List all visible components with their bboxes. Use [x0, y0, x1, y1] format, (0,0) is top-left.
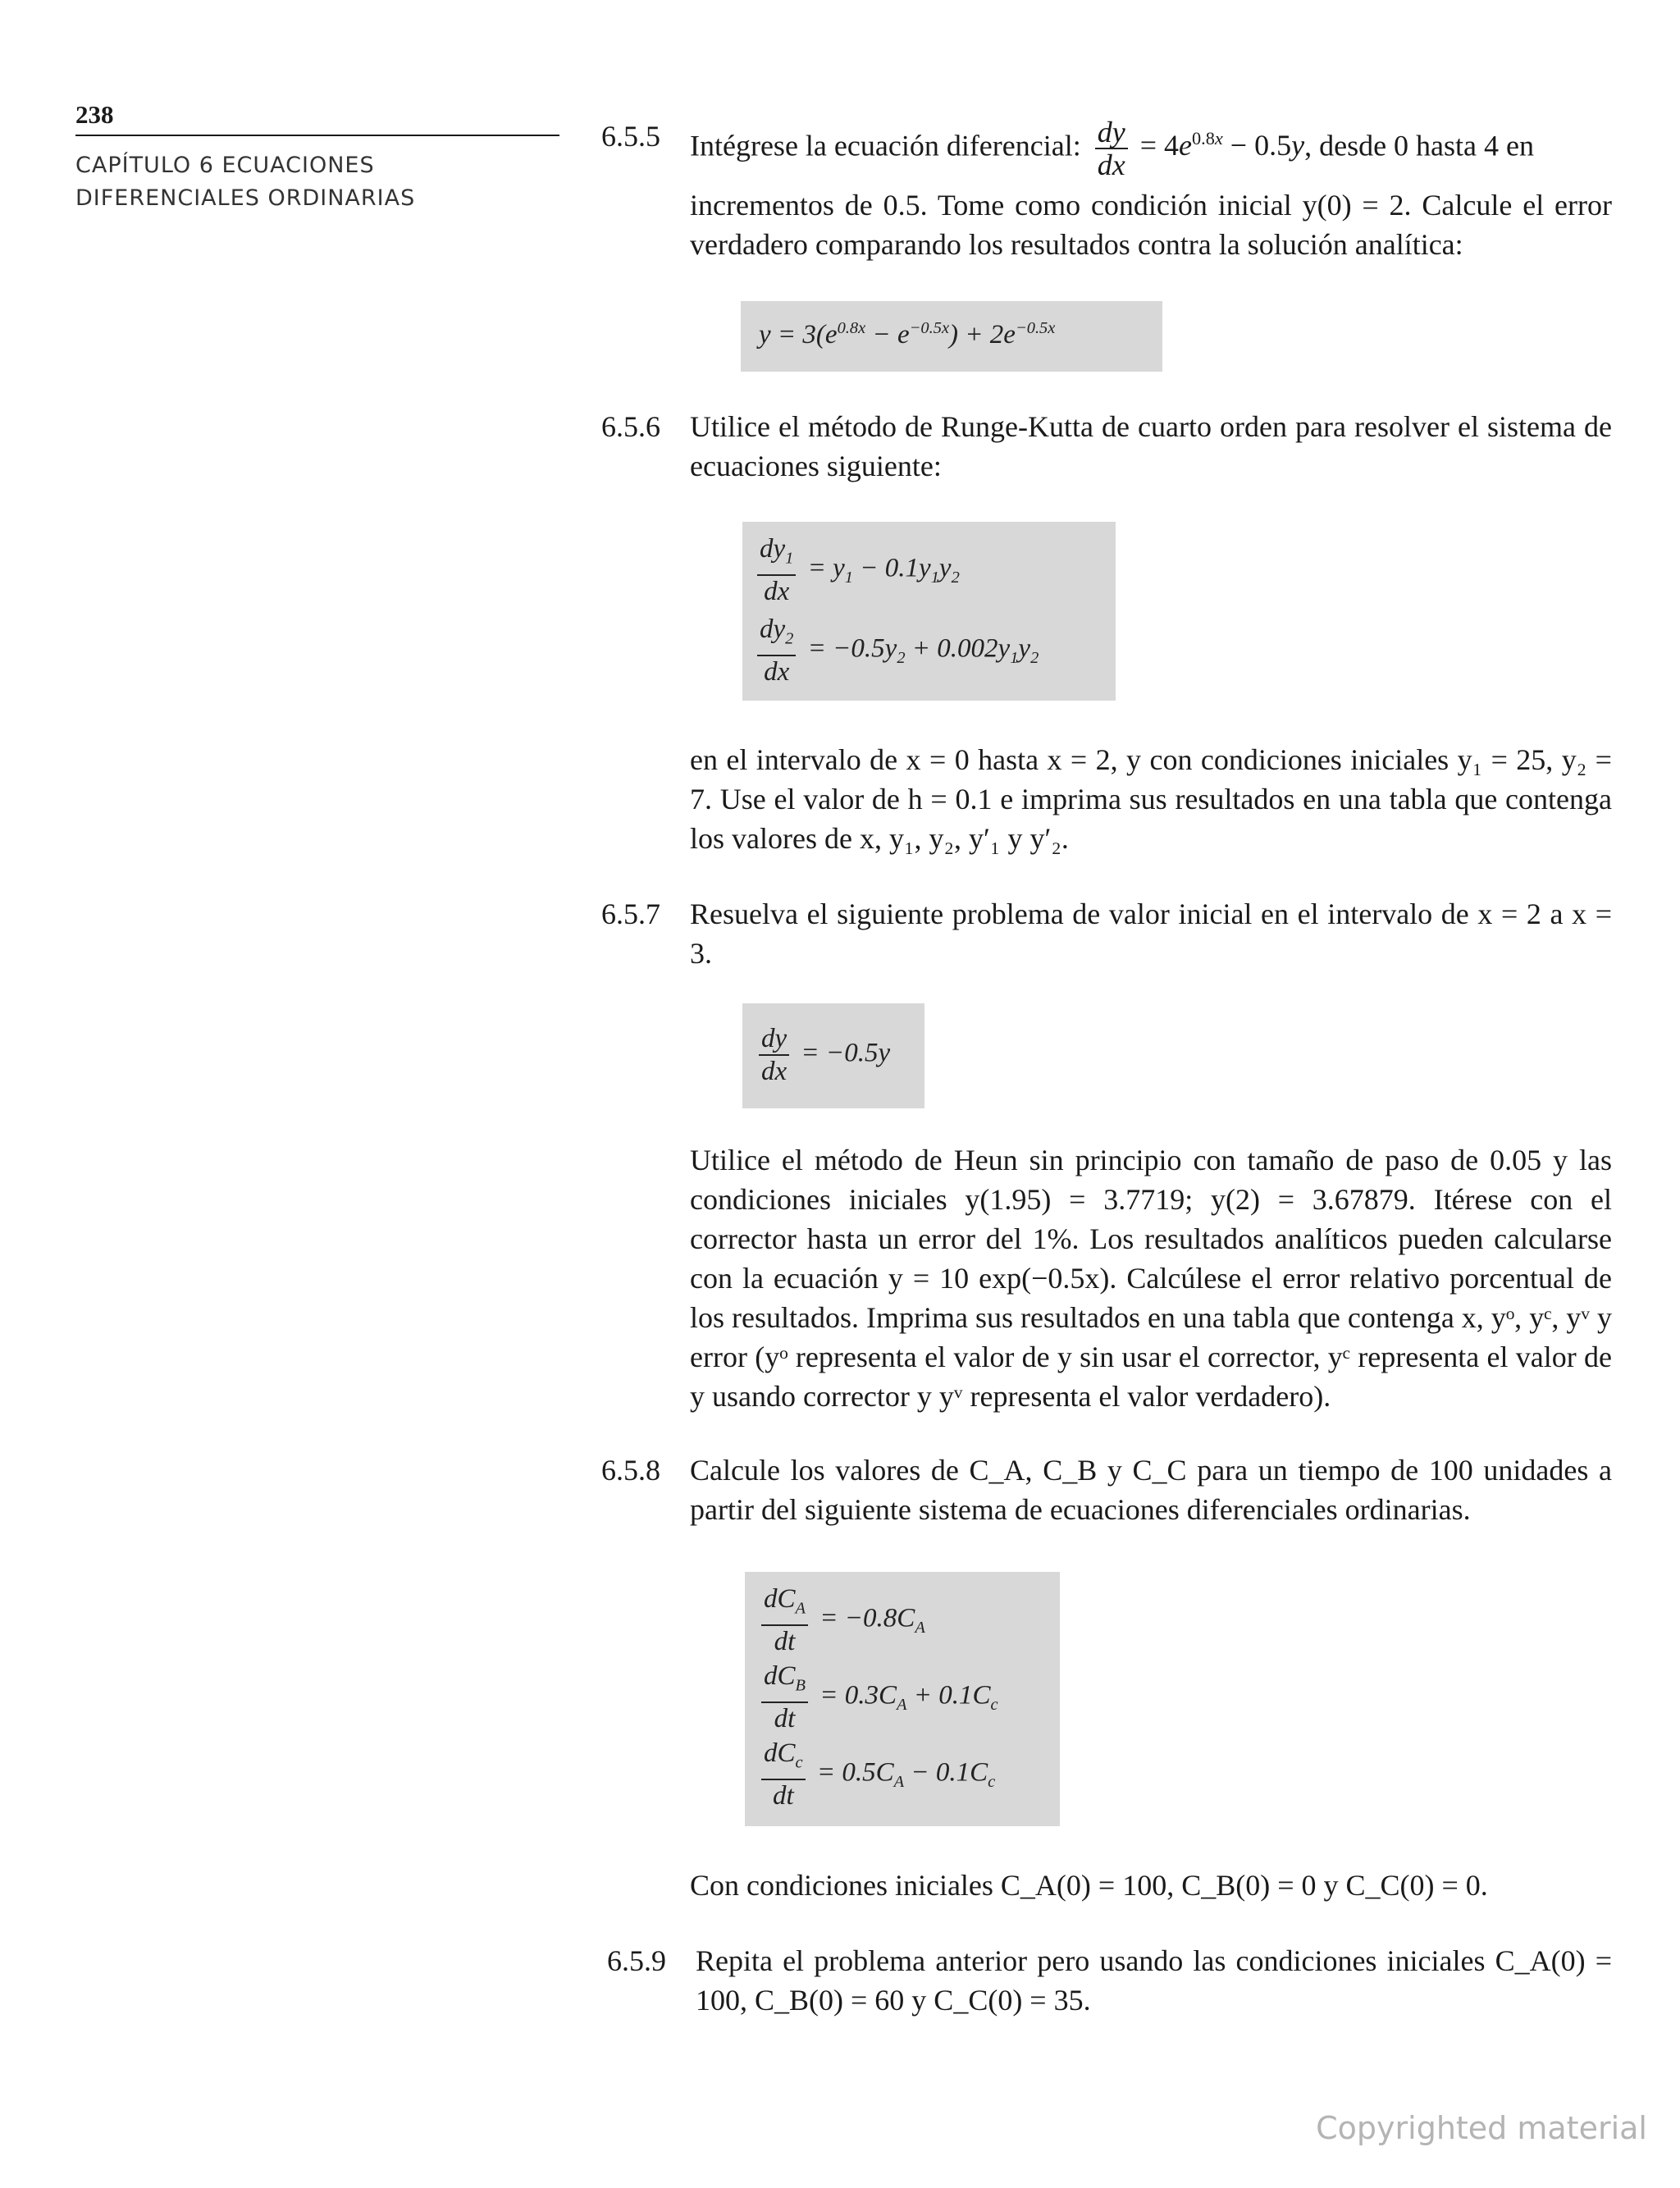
- header-rule: [75, 135, 559, 136]
- ode-rhs: = $4e^{0.8x} - 0.5y$: [1139, 128, 1305, 162]
- problem-number: 6.5.6: [601, 410, 660, 443]
- problem-6-5-6-continuation: [601, 740, 1612, 858]
- chapter-heading: [75, 149, 415, 215]
- problem-number: 6.5.7: [601, 898, 660, 930]
- problem-6-5-8-continuation: [601, 1866, 1612, 1905]
- problem-number: 6.5.5: [601, 120, 660, 153]
- problem-intro: Intégrese la ecuación diferencial:: [690, 129, 1081, 162]
- problem-number: 6.5.9: [607, 1944, 666, 1977]
- problem-after-text: Utilice el método de Heun sin principio con tamaño de paso de 0.05 y las condiciones iniciales y(1.95) = 3.7719; y(2) = 3.67879. Itérese con el corrector hasta un error del 1%. Los resultados analíticos pueden calcularse con la ecuación y = 10 exp(−0.5x). Calcúlese el error relativo porcentual de los resultados. Imprima sus resultados en una tabla que contenga x, yᵒ, yᶜ, yᵛ y error (yᵒ representa el valor de y sin usar el corrector, yᶜ representa el valor de y usando corrector y yᵛ representa el valor verdadero).: [690, 1144, 1612, 1413]
- problem-text: Resuelva el siguiente problema de valor inicial en el intervalo de x = 2 a x = 3.: [690, 898, 1612, 970]
- problem-body: incrementos de 0.5. Tome como condición inicial y(0) = 2. Calcule el error verdadero comparando los resultados contra la solución analítica:: [690, 189, 1612, 261]
- equation-decay: $\frac{dy}{dx}$ = −0.5y: [759, 1023, 890, 1087]
- chapter-line-2: DIFERENCIALES ORDINARIAS: [75, 185, 416, 211]
- problem-text: Calcule los valores de C_A, C_B y C_C para un tiempo de 100 unidades a partir del siguiente sistema de ecuaciones diferenciales ordinarias.: [690, 1454, 1612, 1526]
- problem-6-5-7: [601, 894, 1612, 973]
- problem-after-text: Con condiciones iniciales C_A(0) = 100, C_B(0) = 0 y C_C(0) = 0.: [690, 1869, 1488, 1902]
- page-number: 238: [75, 100, 114, 129]
- reaction-system-box: [745, 1572, 1060, 1826]
- equation-dy1-dx: $\frac{dy_1}{dx}$ = $y_1 - 0.1y_1y_2$: [757, 533, 960, 607]
- problem-6-5-7-continuation: [601, 1140, 1612, 1416]
- analytic-solution-box: [741, 301, 1162, 372]
- problem-intro-tail: , desde 0 hasta 4 en: [1304, 129, 1535, 162]
- equation-dCB-dt: $\frac{dC_B}{dt}$ = $0.3C_A + 0.1C_c$: [761, 1660, 998, 1734]
- problem-after-text: en el intervalo de x = 0 hasta x = 2, y con condiciones iniciales y₁ = 25, y₂ = 7. Use el valor de h = 0.1 e imprima sus resultados en una tabla que contenga los valores de x, y₁, y₂, y′₁ y y′₂.: [690, 743, 1612, 855]
- problem-6-5-8: [601, 1450, 1612, 1529]
- decay-equation-box: [742, 1003, 924, 1108]
- problem-text: Repita el problema anterior pero usando las condiciones iniciales C_A(0) = 100, C_B(0) = 60 y C_C(0) = 35.: [696, 1944, 1612, 2017]
- analytic-solution: $y = 3(e^{0.8x} - e^{-0.5x}) + 2e^{-0.5x}$: [759, 319, 1056, 349]
- chapter-line-1: CAPÍTULO 6 ECUACIONES: [75, 153, 375, 178]
- problem-intro-line: [690, 116, 1612, 180]
- problem-6-5-6: [601, 407, 1612, 486]
- problem-6-5-5: [601, 116, 1612, 264]
- equation-dCA-dt: $\frac{dC_A}{dt}$ = $-0.8C_A$: [761, 1583, 925, 1657]
- equation-dCc-dt: $\frac{dC_c}{dt}$ = $0.5C_A - 0.1C_c$: [761, 1738, 995, 1811]
- problem-text: Utilice el método de Runge-Kutta de cuarto orden para resolver el sistema de ecuaciones siguiente:: [690, 410, 1612, 482]
- lotka-volterra-system-box: [742, 522, 1116, 701]
- problem-number: 6.5.8: [601, 1454, 660, 1487]
- equation-dy2-dx: $\frac{dy_2}{dx}$ = $-0.5y_2 + 0.002y_1y_2$: [757, 614, 1039, 687]
- dy-dx-fraction: $\frac{dy}{dx}$: [1095, 116, 1128, 180]
- copyright-watermark: Copyrighted material: [1316, 2110, 1647, 2146]
- problem-6-5-9: [607, 1941, 1612, 2020]
